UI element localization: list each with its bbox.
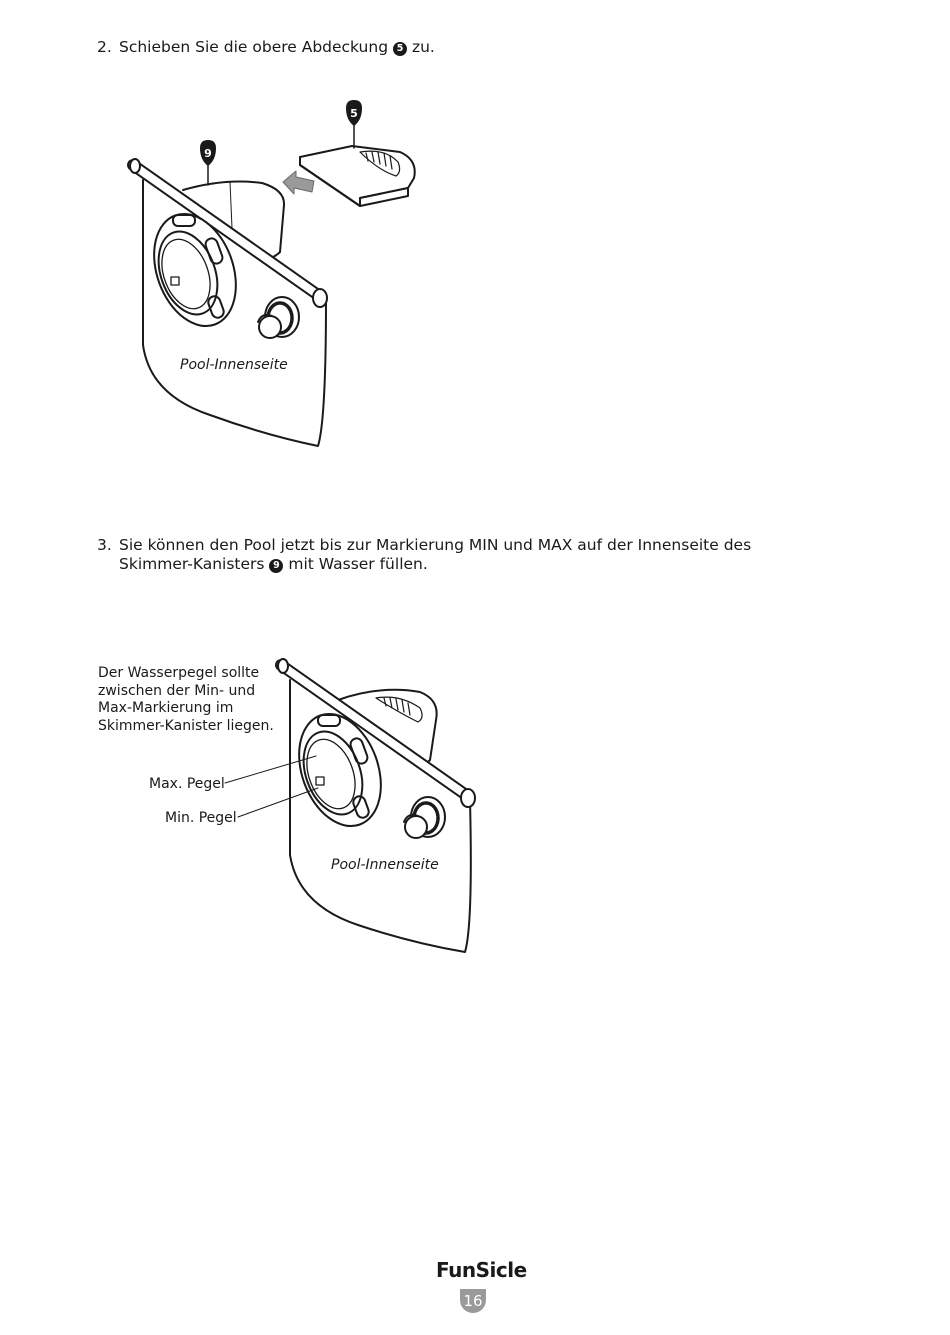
callout-badge: 5 — [393, 42, 407, 56]
max-level-label: Max. Pegel — [149, 776, 225, 792]
step-number: 3. — [97, 536, 112, 554]
step-text: Sie können den Pool jetzt bis zur Markierung MIN und MAX auf der Innenseite des Skimmer-Kanisters 9 mit Wasser füllen. — [119, 536, 752, 573]
pool-inside-label-2: Pool-Innenseite — [331, 857, 439, 873]
water-level-note: Der Wasserpegel sollte zwischen der Min- und Max-Markierung im Skimmer-Kanister liegen. — [98, 665, 274, 734]
pool-inside-label: Pool-Innenseite — [180, 357, 288, 373]
callout-badge: 9 — [269, 559, 283, 573]
step-number: 2. — [97, 38, 112, 56]
callout-5-label: 5 — [350, 107, 358, 120]
min-level-label: Min. Pegel — [165, 810, 237, 826]
step-text: Schieben Sie die obere Abdeckung 5 zu. — [119, 38, 435, 56]
callout-9-label: 9 — [204, 147, 212, 160]
page-number: 16 — [460, 1289, 486, 1313]
brand-logo: FunSicle — [436, 1258, 527, 1282]
